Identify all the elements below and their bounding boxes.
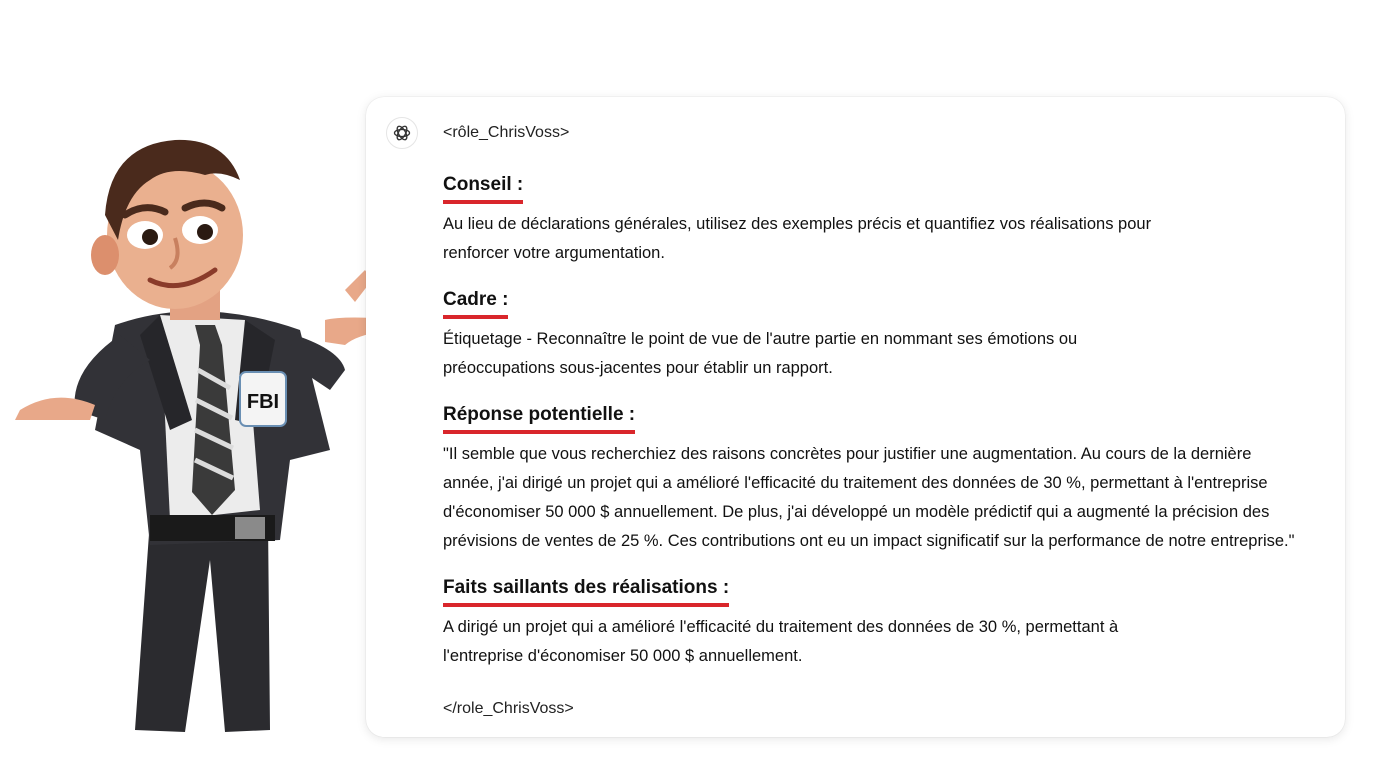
close-role-tag: </role_ChrisVoss> <box>443 700 574 717</box>
section-heading: Conseil : <box>443 173 523 204</box>
body-line: A dirigé un projet qui a amélioré l'efficacité du traitement des données de 30 %, permettant à <box>443 618 1119 636</box>
badge-text: FBI <box>246 391 280 413</box>
message-content <box>443 123 1323 719</box>
section-heading: Faits saillants des réalisations : <box>443 576 729 607</box>
assistant-logo-icon <box>386 117 418 149</box>
open-role-tag: <rôle_ChrisVoss> <box>443 124 570 141</box>
body-line: Étiquetage - Reconnaître le point de vue de l'autre partie en nommant ses émotions ou <box>443 330 1078 348</box>
section-heading: Cadre : <box>443 288 508 319</box>
body-line: Au lieu de déclarations générales, utilisez des exemples précis et quantifiez vos réalisations pour <box>443 215 1152 233</box>
section-reponse-potentielle <box>443 403 1323 556</box>
section-body <box>443 613 1323 671</box>
section-heading: Réponse potentielle : <box>443 403 635 434</box>
body-line: prévisions de ventes de 25 %. Ces contributions ont eu un impact significatif sur la performance de notre entreprise." <box>443 532 1295 550</box>
section-body <box>443 210 1323 268</box>
body-line: l'entreprise d'économiser 50 000 $ annuellement. <box>443 647 803 665</box>
body-line: renforcer votre argumentation. <box>443 244 665 262</box>
section-cadre <box>443 288 1323 383</box>
section-faits-saillants <box>443 576 1323 671</box>
body-line: "Il semble que vous recherchiez des raisons concrètes pour justifier une augmentation. Au cours de la dernière <box>443 445 1252 463</box>
body-line: préoccupations sous-jacentes pour établir un rapport. <box>443 359 833 377</box>
section-body <box>443 325 1323 383</box>
section-conseil <box>443 173 1323 268</box>
chat-message-card <box>366 97 1345 737</box>
body-line: année, j'ai dirigé un projet qui a amélioré l'efficacité du traitement des données de 30 %, permettant à l'entreprise <box>443 474 1268 492</box>
body-line: d'économiser 50 000 $ annuellement. De plus, j'ai développé un modèle prédictif qui a augmenté la précision des <box>443 503 1270 521</box>
section-body <box>443 440 1323 556</box>
